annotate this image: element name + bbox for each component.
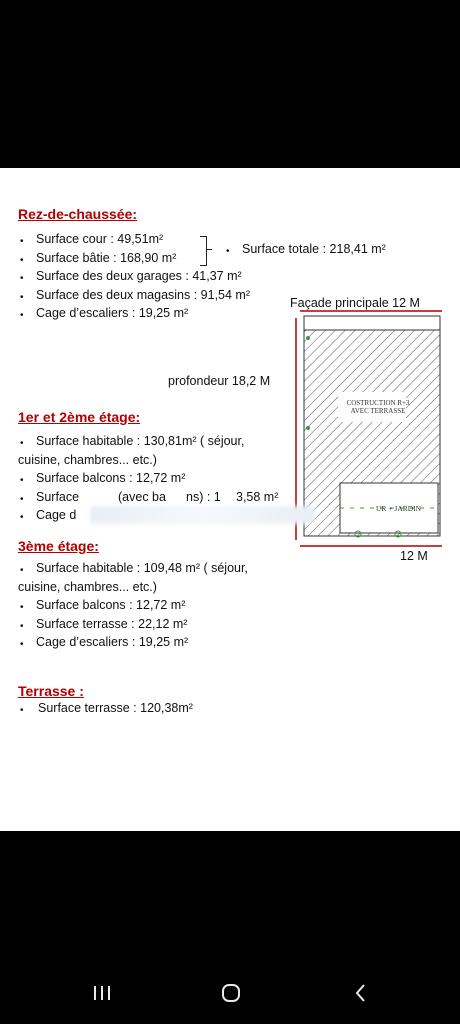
etage12-item-4: Cage d bbox=[36, 508, 77, 522]
recent-apps-button[interactable] bbox=[82, 978, 122, 1008]
rdc-item-4: Surface des deux magasins : 91,54 m² bbox=[36, 288, 251, 302]
obscured-region bbox=[90, 506, 315, 524]
etage3-item-1b: cuisine, chambres... etc.) bbox=[18, 580, 157, 594]
terrasse-item-1: Surface terrasse : 120,38m² bbox=[38, 701, 193, 715]
bullet: • bbox=[20, 292, 24, 303]
rdc-item-5: Cage d’escaliers : 19,25 m² bbox=[36, 306, 189, 320]
bullet: • bbox=[226, 246, 230, 257]
heading-1er-2eme-etage: 1er et 2ème étage: bbox=[18, 409, 141, 425]
heading-terrasse: Terrasse : bbox=[18, 683, 84, 699]
brace bbox=[200, 236, 207, 266]
etage3-item-1: Surface habitable : 109,48 m² ( séjour, bbox=[36, 561, 248, 575]
back-button[interactable] bbox=[341, 978, 381, 1008]
back-icon bbox=[352, 982, 370, 1004]
heading-rez-de-chaussee: Rez-de-chaussée: bbox=[18, 206, 138, 222]
bullet: • bbox=[20, 255, 24, 266]
rdc-item-2: Surface bâtie : 168,90 m² bbox=[36, 251, 177, 265]
rdc-item-3: Surface des deux garages : 41,37 m² bbox=[36, 269, 242, 283]
etage12-item-3-partial3: 3,58 m² bbox=[236, 490, 279, 504]
bullet: • bbox=[20, 565, 24, 576]
bullet: • bbox=[20, 236, 24, 247]
bullet: • bbox=[20, 621, 24, 632]
home-button[interactable] bbox=[211, 978, 251, 1008]
construction-label bbox=[318, 399, 438, 415]
bullet: • bbox=[20, 438, 24, 449]
construction-line-1: COSTRUCTION R+3 bbox=[346, 399, 410, 407]
etage12-item-3-partial2: ns) : 1 bbox=[186, 490, 221, 504]
bullet: • bbox=[20, 512, 24, 523]
navigation-bar bbox=[0, 960, 460, 1024]
bullet: • bbox=[20, 602, 24, 613]
etage3-item-3: Surface terrasse : 22,12 m² bbox=[36, 617, 188, 631]
etage3-item-4: Cage d’escaliers : 19,25 m² bbox=[36, 635, 189, 649]
etage3-item-2: Surface balcons : 12,72 m² bbox=[36, 598, 186, 612]
rdc-total: Surface totale : 218,41 m² bbox=[242, 242, 386, 256]
bullet: • bbox=[20, 310, 24, 321]
etage12-item-2: Surface balcons : 12,72 m² bbox=[36, 471, 186, 485]
cour-label: UR + JARDIN bbox=[376, 504, 422, 513]
bullet: • bbox=[20, 475, 24, 486]
etage12-item-3: Surface bbox=[36, 490, 80, 504]
bullet: • bbox=[20, 273, 24, 284]
etage12-item-1b: cuisine, chambres... etc.) bbox=[18, 453, 157, 467]
width-bottom-label: 12 M bbox=[400, 549, 428, 563]
heading-3eme-etage: 3ème étage: bbox=[18, 538, 99, 554]
document-page bbox=[0, 168, 460, 831]
etage12-item-1: Surface habitable : 130,81m² ( séjour, bbox=[36, 434, 245, 448]
bullet: • bbox=[20, 705, 24, 716]
brace-tick bbox=[206, 249, 212, 250]
construction-line-2: AVEC TERRASSE bbox=[350, 407, 406, 415]
etage12-item-3-partial: (avec ba bbox=[118, 490, 166, 504]
profondeur-label: profondeur 18,2 M bbox=[168, 374, 271, 388]
rdc-item-1: Surface cour : 49,51m² bbox=[36, 232, 164, 246]
recent-apps-icon bbox=[91, 983, 113, 1003]
facade-label: Façade principale 12 M bbox=[290, 296, 420, 310]
bullet: • bbox=[20, 494, 24, 505]
home-icon bbox=[220, 982, 242, 1004]
bullet: • bbox=[20, 639, 24, 650]
